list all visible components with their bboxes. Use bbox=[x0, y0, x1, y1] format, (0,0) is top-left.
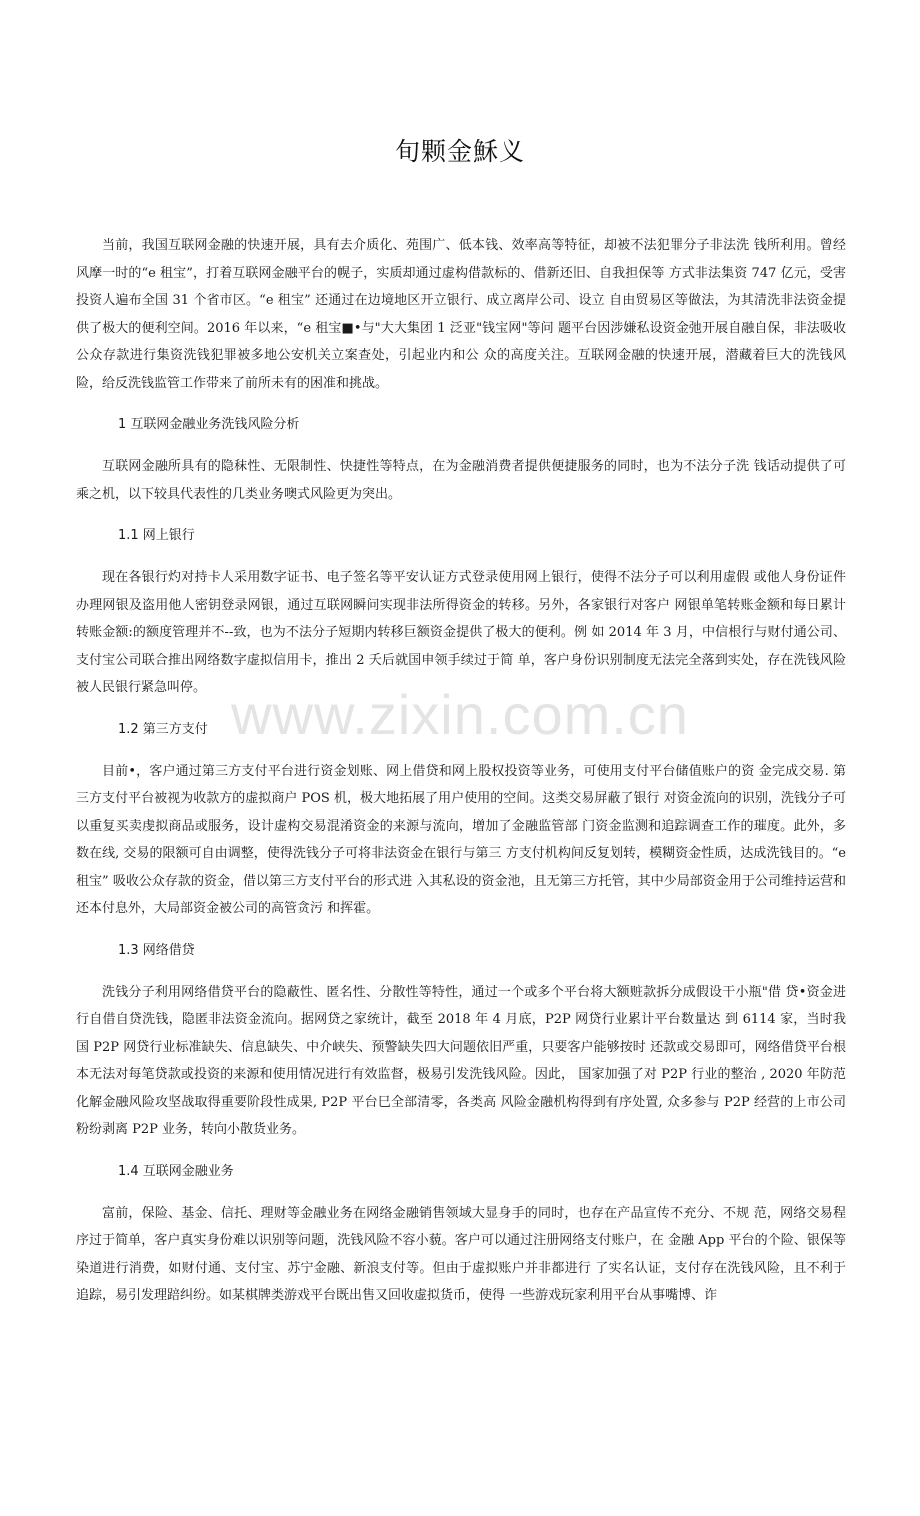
section-heading-1: 1 互联网金融业务洗钱风险分析 bbox=[118, 417, 300, 432]
paragraph-section-1: 互联网金融所具有的隐秣性、无限制性、快捷性等特点，在为金融消费者提供便捷服务的同时，也为不法分子洗 钱话动提供了可乘之机，以下较具代表性的几类业务噢式风险更为突出。 bbox=[76, 459, 846, 502]
section-heading-1-2: 1.2 第三方支付 bbox=[118, 721, 208, 737]
paragraph-internet-finance: 富前，保险、基金、信托、理财等金融业务在网络金融销售领域大显身手的同时，也存在产品宣传不充分、不规 范，网络交易程序过于简单，客户真实身份难以识别等问题，洗钱风险不容小藐。客户可以通过注册网络支付账户，在 金融 App 平台的个险、银保等染道进行消费，如财付通、支付宝、苏宁金融、新浪支付等。但由于虚拟账户并非都进行 了实名认证，支付存在洗钱风险，且不利于追踪，易引发理踣纠纷。如某棋牌类游戏平台既出售又回收虚拟货币，使得 一些游戏玩家利用平台从事嘴博、诈 bbox=[76, 1205, 846, 1303]
document-body bbox=[76, 232, 846, 1328]
paragraph-intro: 当前，我国互联网金融的快速开展，具有去介质化、苑围广、低本钱、效率高等特征，却被不法犯罪分子非法洗 钱所利用。曾经风摩一时的“e 租宝”，打着互联网金融平台的幌子，实质却通过虚构借款标的、借新还旧、自我担保等 方式非法集资 747 亿元，受害投资人遍布全国 31 个省市区。“e 租宝” 还通过在边境地区开立银行、成立离岸公司、设立 自由贸易区等做法，为其清洗非法资金提供了极大的便利空间。2016 年以来，“e 租宝■•与"大大集团 1 泛亚"钱宝网"等问 题平台因涉嫌私设资金弛开展自融自保，非法吸收公众存款进行集资洗钱犯罪被多地公安机关立案查处，引起业内和公 众的高度关注。互联网金融的快速开展，潜藏着巨大的洗钱风险，给反洗钱监管工作带来了前所未有的困准和挑战。 bbox=[76, 238, 846, 391]
paragraph-third-party-payment: 目前•，客户通过第三方支付平台进行资金划账、网上借贷和网上股权投资等业务，可使用支付平台储值账户的资 金完成交易. 第三方支付平台被视为收款方的虚拟商户 POS 机，极大地拓展了用户使用的空间。这类交易屏蔽了银行 对资金流向的识别，洗钱分子可以重复买卖虔拟商品或服务，设计虚构交易混淆资金的来源与流向，增加了金融监管部 门资金监测和追踪调查工作的璀度。此外，多数在线, 交易的限额可自由调整，使得洗钱分子可将非法资金在银行与第三 方支付机构间反复划转，模糊资金性质，达成洗钱目的。“e 租宝” 吸收公众存款的资金，借以第三方支付平台的形式进 入其私设的资金池，且无第三方托管，其中少局部资金用于公司维持运营和还本付息外，大局部资金被公司的高管贪污 和挥霍。 bbox=[76, 763, 846, 916]
page-title: 旬颗金穌义 bbox=[394, 137, 525, 166]
paragraph-online-lending: 洗钱分子利用网络借贷平台的隐蔽性、匿名性、分散性等特性，通过一个或多个平台将大额赃款拆分成假设干小瓶"借 贷•资金进行自借自贷洗钱，隐匿非法资金流向。据网贷之家统计，截至 2018 年 4 月底，P2P 网贷行业累计平台数量达 到 6114 家，当时我国 P2P 网贷行业标准缺失、信息缺失、中介峡失、预警缺失四大问题依旧严重，只要客户能够按时 还款或交易即可，网络借贷平台根本无法对每笔贷款或投资的来源和使用情况进行有效监督，极易引发洗钱风险。因此， 国家加强了对 P2P 行业的整治 , 2020 年防范化解金融风险攻坚战取得重要阶段性成果, P2P 平台巳全部清零，各类高 风险金融机构得到有序处置, 众多参与 P2P 经营的上市公司粉纷剥离 P2P 业务，转向小散货业务。 bbox=[76, 984, 846, 1137]
section-heading-1-4: 1.4 互联网金融业务 bbox=[118, 1163, 234, 1179]
paragraph-online-banking: 现在各银行灼对持卡人采用数字证书、电子签名等平安认证方式登录使用网上银行，使得不法分子可以利用虚假 或他人身份证件办理网银及盗用他人密钥登录网银，通过互联网瞬问实现非法所得资金的转移。另外，各家银行对客户 网银单笔转账金额和每日累计转账金额:的额度管理并不--致，也为不法分子短期内转移巨额资金提供了极大的便利。例 如 2014 年 3 月，中信根行与财付通公司、支付宝公司联合推出网络数字虚拟信用卡，推出 2 夭后就国申领手续过于简 单，客户身份识别制度无法完全落到实处，存在洗钱风险被人民银行紧急叫停。 bbox=[76, 570, 846, 695]
section-heading-1-1: 1.1 网上银行 bbox=[118, 528, 195, 543]
section-heading-1-3: 1.3 网络借贷 bbox=[118, 942, 195, 958]
watermark-text: www.zixin.com.cn bbox=[231, 683, 689, 746]
